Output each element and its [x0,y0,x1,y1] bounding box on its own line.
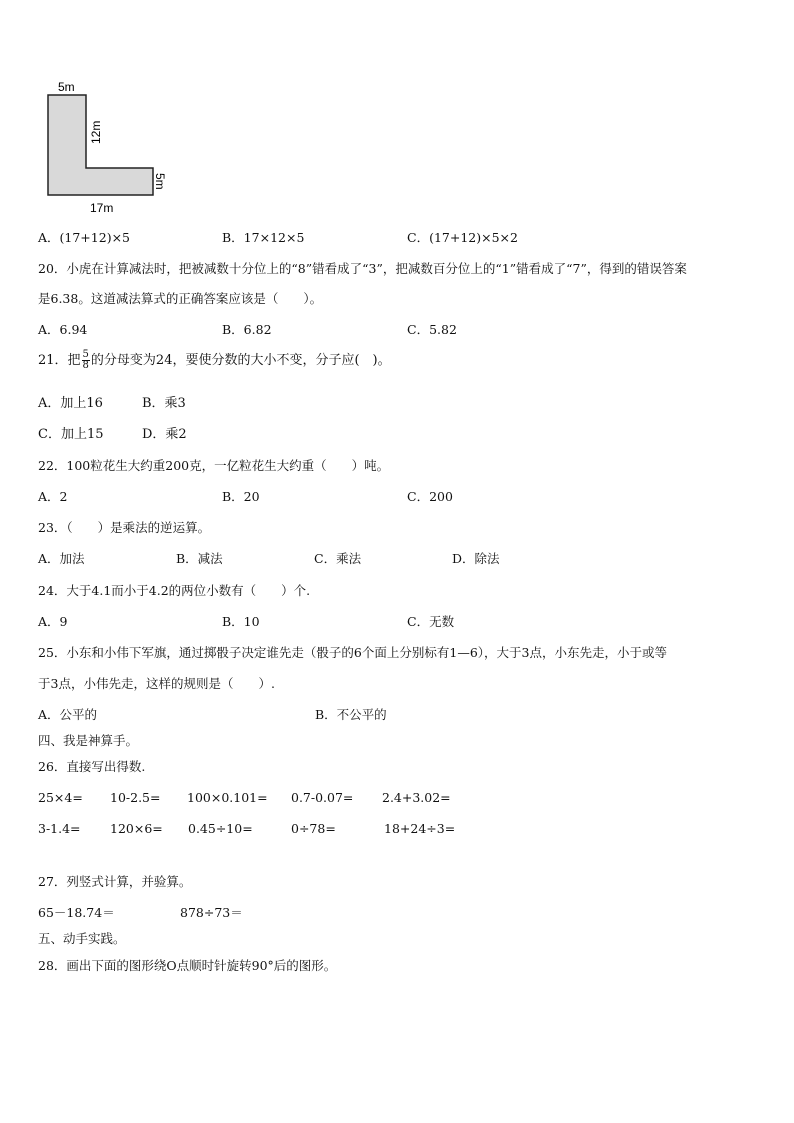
l-shape-figure [38,78,178,218]
q21-fraction-numerator: 5 [82,349,89,360]
q24-option-c: C．无数 [407,614,455,629]
q23-option-d: D．除法 [452,551,500,566]
q25-line1: 25．小东和小伟下军旗，通过掷骰子决定谁先走（骰子的6个面上分别标有1—6），大于3点，小东先走，小于或等 [38,645,667,660]
label-top: 5m [58,80,75,94]
q19-option-b: B．17×12×5 [222,230,305,245]
q26-row1-item: 10-2.5= [110,790,161,805]
q21-suffix: 的分母变为24，要使分数的大小不变，分子应( )。 [90,353,391,368]
q20-line1: 20．小虎在计算减法时，把被减数十分位上的“8”错看成了“3”，把减数百分位上的“1”错看成了“7”，得到的错误答案 [38,261,687,276]
q22-question: 22．100粒花生大约重200克，一亿粒花生大约重（ ）吨。 [38,458,390,473]
q23-option-a: A．加法 [38,551,85,566]
q26-row1-item: 25×4= [38,790,83,805]
l-shape [48,95,153,195]
q24-question: 24．大于4.1而小于4.2的两位小数有（ ）个. [38,583,311,598]
label-side: 12m [89,120,103,144]
q23-option-b: B．减法 [176,551,223,566]
q23-option-c: C．乘法 [314,551,362,566]
q26-row2-item: 3-1.4= [38,821,81,836]
q21-question [38,350,391,371]
q25-line2: 于3点，小伟先走，这样的规则是（ ）. [38,676,275,691]
section-4-heading: 四、我是神算手。 [38,733,139,748]
q26-row1-item: 2.4+3.02= [382,790,451,805]
q26-row1-item: 0.7-0.07= [291,790,354,805]
q19-option-a: A．(17+12)×5 [38,230,130,245]
q25-option-a: A．公平的 [38,707,98,722]
q21-fraction [82,350,90,371]
q21-option-c: C．加上15 [38,427,104,442]
q20-option-a: A．6.94 [38,322,88,337]
q19-option-c: C．(17+12)×5×2 [407,230,518,245]
q21-option-d: D．乘2 [142,427,187,442]
q22-option-c: C．200 [407,489,453,504]
q22-option-b: B．20 [222,489,260,504]
q26-row2-item: 0.45÷10= [188,821,253,836]
q22-option-a: A．2 [38,489,68,504]
q26-row2-item: 18+24÷3= [384,821,456,836]
q20-option-b: B．6.82 [222,322,272,337]
q26-row1-item: 100×0.101= [187,790,268,805]
q20-option-c: C．5.82 [407,322,457,337]
label-right: 5m [153,173,167,190]
q26-question: 26．直接写出得数. [38,759,146,774]
q21-prefix: 21．把 [38,353,81,368]
q21-option-b: B．乘3 [142,396,186,411]
q21-fraction-denominator: 8 [82,360,89,371]
q21-option-a: A．加上16 [38,396,103,411]
q27-expression-1: 65－18.74＝ [38,905,115,920]
q28-question: 28．画出下面的图形绕O点顺时针旋转90°后的图形。 [38,958,337,973]
section-5-heading: 五、动手实践。 [38,931,126,946]
q24-option-a: A．9 [38,614,68,629]
q26-row2-item: 120×6= [110,821,163,836]
q25-option-b: B．不公平的 [315,707,387,722]
q23-question: 23．（ ）是乘法的逆运算。 [38,520,211,535]
q20-line2: 是6.38。这道减法算式的正确答案应该是（ ）。 [38,291,323,306]
q27-question: 27．列竖式计算，并验算。 [38,874,192,889]
label-bottom: 17m [90,201,114,215]
q24-option-b: B．10 [222,614,260,629]
q26-row2-item: 0÷78= [291,821,336,836]
q27-expression-2: 878÷73＝ [180,905,243,920]
